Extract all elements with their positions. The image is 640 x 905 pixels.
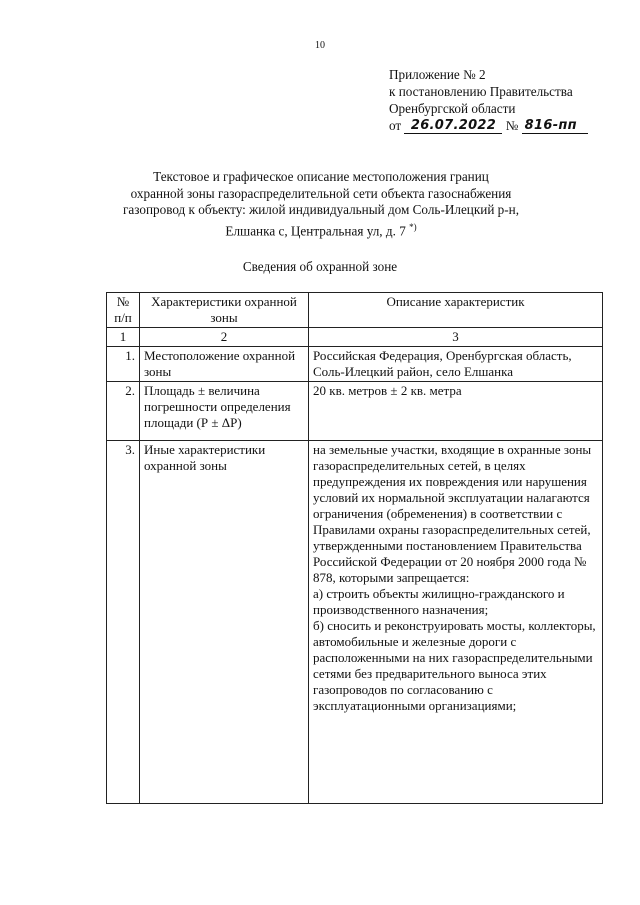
header-description: Описание характеристик — [309, 293, 603, 328]
footnote-mark: *) — [409, 221, 417, 232]
row-number: 1. — [107, 347, 140, 382]
table-row — [107, 347, 603, 382]
row-description: Российская Федерация, Оренбургская область, Соль-Илецкий район, село Елшанка — [309, 347, 603, 382]
heading-line-4 — [96, 219, 546, 240]
header-num: № п/п — [107, 293, 140, 328]
number-label: № — [505, 118, 519, 133]
heading-line-3: газопровод к объекту: жилой индивидуальный дом Соль-Илецкий р-н, — [122, 202, 520, 217]
row-characteristic: Площадь ± величина погрешности определения площади (Р ± ΔР) — [140, 382, 309, 441]
row-number: 2. — [107, 382, 140, 441]
handwritten-date: 26.07.2022 — [404, 118, 502, 134]
row-characteristic: Иные характеристики охранной зоны — [140, 441, 309, 804]
document-heading — [96, 169, 546, 239]
heading-line-1: Текстовое и графическое описание местоположения границ — [153, 169, 489, 184]
index-cell-2: 2 — [140, 328, 309, 347]
from-label: от — [389, 118, 402, 133]
appendix-block — [389, 66, 588, 134]
table-header-row — [107, 293, 603, 328]
appendix-title: Приложение № 2 — [389, 67, 486, 82]
header-characteristics: Характеристики охранной зоны — [140, 293, 309, 328]
table-row — [107, 441, 603, 804]
page-number: 10 — [315, 40, 325, 51]
row-description-cell — [309, 441, 603, 804]
row-description: 20 кв. метров ± 2 кв. метра — [309, 382, 603, 441]
heading-line-4-text: Елшанка с, Центральная ул, д. 7 — [225, 222, 410, 238]
restriction-item-b: б) сносить и реконструировать мосты, коллекторы, автомобильные и железные дороги с расположенными на них газораспределительными сетями без предварительного выноса этих газопроводов по согласованию с эксплуатационными организациями; — [313, 618, 596, 713]
index-cell-3: 3 — [309, 328, 603, 347]
row-number: 3. — [107, 441, 140, 804]
appendix-line-3: Оренбургской области — [389, 101, 516, 116]
restriction-item-a: а) строить объекты жилищно-гражданского и производственного назначения; — [313, 586, 565, 617]
index-cell-1: 1 — [107, 328, 140, 347]
section-title: Сведения об охранной зоне — [242, 259, 398, 274]
appendix-date-line — [389, 117, 588, 134]
zone-table — [106, 292, 603, 804]
handwritten-number: 816-пп — [522, 118, 588, 134]
table-index-row — [107, 328, 603, 347]
table-row — [107, 382, 603, 441]
appendix-line-2: к постановлению Правительства — [389, 84, 573, 99]
heading-line-2: охранной зоны газораспределительной сети объекта газоснабжения — [130, 185, 512, 201]
row-characteristic: Местоположение охранной зоны — [140, 347, 309, 382]
row-description: на земельные участки, входящие в охранные зоны газораспределительных сетей, в целях предупреждения их повреждения или нарушения условий их нормальной эксплуатации налагаются ограничения (обременения) в соответствии с Правилами охраны газораспределительных сетей, утвержденными постановлением Правительства Российской Федерации от 20 ноября 2000 года № 878, которыми запрещается: — [313, 442, 592, 585]
